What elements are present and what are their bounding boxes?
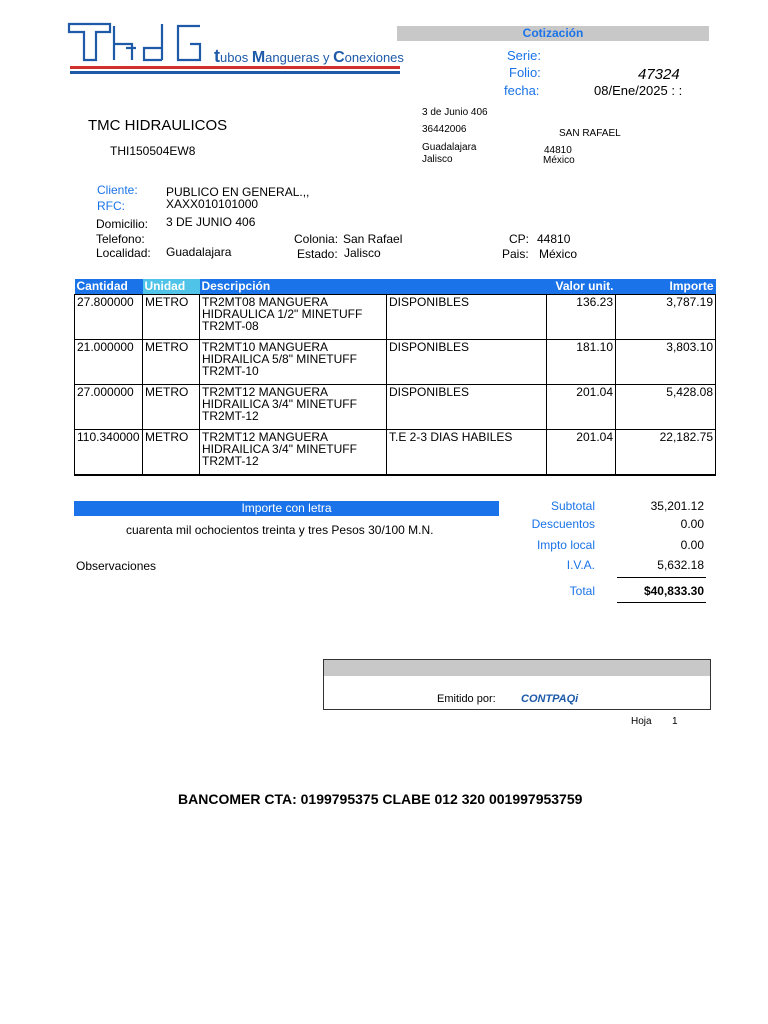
tagline-part-1: ubos xyxy=(220,50,252,65)
localidad-label: Localidad: xyxy=(96,246,151,260)
tagline-c: C xyxy=(333,49,345,66)
col-header-blank xyxy=(387,279,547,295)
table-header-row xyxy=(75,279,716,295)
col-header-descripcion: Descripción xyxy=(200,279,387,295)
serie-label: Serie: xyxy=(507,48,541,63)
hoja-value: 1 xyxy=(672,716,678,727)
folio-value: 47324 xyxy=(638,66,680,83)
estado-value: Jalisco xyxy=(344,246,381,260)
col-header-valor: Valor unit. xyxy=(547,279,616,295)
cell-nota: DISPONIBLES xyxy=(387,385,547,430)
emitido-box-bar xyxy=(324,660,710,676)
cell-valor: 136.23 xyxy=(547,295,616,340)
cell-importe: 5,428.08 xyxy=(616,385,716,430)
cell-nota: DISPONIBLES xyxy=(387,340,547,385)
tagline-part-2: angueras y xyxy=(265,50,334,65)
cell-cantidad: 21.000000 xyxy=(75,340,143,385)
descuentos-label: Descuentos xyxy=(531,517,595,531)
cp-label: CP: xyxy=(509,232,530,246)
tagline-part-3: onexiones xyxy=(344,50,404,65)
logo-tagline xyxy=(214,46,404,67)
total-label: Total xyxy=(569,584,595,598)
cell-unidad: METRO xyxy=(143,340,200,385)
issuer-name: TMC HIDRAULICOS xyxy=(88,117,228,134)
issuer-city: Guadalajara xyxy=(422,142,477,153)
table-row xyxy=(75,430,716,476)
descuentos-value: 0.00 xyxy=(680,517,704,531)
iva-label: I.V.A. xyxy=(566,558,595,572)
col-header-cantidad: Cantidad xyxy=(75,279,143,295)
importe-letra-header: Importe con letra xyxy=(74,501,499,516)
tagline-t: t xyxy=(214,46,220,66)
domicilio-label: Domicilio: xyxy=(96,217,149,231)
table-row xyxy=(75,295,716,340)
impto-value: 0.00 xyxy=(680,538,704,552)
cell-importe: 22,182.75 xyxy=(616,430,716,476)
logo-stripe-blue xyxy=(70,71,400,74)
fecha-value: 08/Ene/2025 : : xyxy=(594,83,683,98)
cell-valor: 201.04 xyxy=(547,385,616,430)
cell-descripcion: TR2MT12 MANGUERA HIDRAILICA 3/4" MINETUFF TR2MT-12 xyxy=(200,430,387,476)
cell-descripcion: TR2MT08 MANGUERA HIDRAULICA 1/2" MINETUFF TR2MT-08 xyxy=(200,295,387,340)
total-underline xyxy=(617,602,706,603)
cell-importe: 3,787.19 xyxy=(616,295,716,340)
pais-value: México xyxy=(539,247,578,261)
cell-unidad: METRO xyxy=(143,295,200,340)
issuer-state: Jalisco xyxy=(422,154,453,165)
issuer-street: 3 de Junio 406 xyxy=(422,107,488,118)
impto-label: Impto local xyxy=(536,538,595,552)
table-row xyxy=(75,385,716,430)
logo-stripe-red xyxy=(70,66,400,69)
domicilio-value: 3 DE JUNIO 406 xyxy=(166,215,256,229)
items-table xyxy=(74,279,716,476)
cell-cantidad: 27.800000 xyxy=(75,295,143,340)
subtotal-label: Subtotal xyxy=(550,499,595,513)
logo-mark xyxy=(66,18,206,64)
rfc-label: RFC: xyxy=(97,199,125,213)
pais-label: Pais: xyxy=(502,247,529,261)
cell-descripcion: TR2MT10 MANGUERA HIDRAILICA 5/8" MINETUFF TR2MT-10 xyxy=(200,340,387,385)
bank-account-line: BANCOMER CTA: 0199795375 CLABE 012 320 001997953759 xyxy=(178,791,583,807)
cliente-value: PUBLICO EN GENERAL.,, xyxy=(166,185,310,199)
localidad-value: Guadalajara xyxy=(166,245,232,259)
estado-label: Estado: xyxy=(297,247,338,261)
cell-unidad: METRO xyxy=(143,385,200,430)
cliente-label: Cliente: xyxy=(97,183,138,197)
cell-importe: 3,803.10 xyxy=(616,340,716,385)
colonia-label: Colonia: xyxy=(294,232,339,246)
iva-value: 5,632.18 xyxy=(657,558,704,572)
issuer-cp: 44810 xyxy=(544,145,572,156)
contpaqi-logo: CONTPAQi xyxy=(521,693,579,705)
issuer-colony: SAN RAFAEL xyxy=(559,128,621,139)
cell-descripcion: TR2MT12 MANGUERA HIDRAILICA 3/4" MINETUFF TR2MT-12 xyxy=(200,385,387,430)
total-rule xyxy=(617,577,706,578)
emitido-box xyxy=(323,659,711,710)
tagline-m: M xyxy=(251,49,266,66)
doc-type-bar: Cotización xyxy=(397,26,709,41)
folio-label: Folio: xyxy=(509,65,541,80)
company-logo xyxy=(66,18,402,78)
observaciones-label: Observaciones xyxy=(76,559,157,573)
table-row xyxy=(75,340,716,385)
cell-nota: T.E 2-3 DIAS HABILES xyxy=(387,430,547,476)
subtotal-value: 35,201.12 xyxy=(650,499,704,513)
hoja-label: Hoja xyxy=(631,716,652,727)
importe-letra-value: cuarenta mil ochocientos treinta y tres Pesos 30/100 M.N. xyxy=(126,523,434,537)
issuer-rfc: THI150504EW8 xyxy=(110,144,196,158)
cell-nota: DISPONIBLES xyxy=(387,295,547,340)
issuer-country: México xyxy=(543,155,575,166)
col-header-importe: Importe xyxy=(616,279,716,295)
rfc-value: XAXX010101000 xyxy=(166,197,259,211)
cp-value: 44810 xyxy=(537,232,571,246)
cell-cantidad: 27.000000 xyxy=(75,385,143,430)
cell-cantidad: 110.340000 xyxy=(75,430,143,476)
cell-valor: 181.10 xyxy=(547,340,616,385)
telefono-label: Telefono: xyxy=(96,232,145,246)
colonia-value: San Rafael xyxy=(343,232,403,246)
total-value: $40,833.30 xyxy=(643,584,704,598)
cell-valor: 201.04 xyxy=(547,430,616,476)
cell-unidad: METRO xyxy=(143,430,200,476)
emitido-label: Emitido por: xyxy=(437,693,496,705)
fecha-label: fecha: xyxy=(504,83,540,98)
issuer-phone: 36442006 xyxy=(422,124,467,135)
col-header-unidad: Unidad xyxy=(143,279,200,295)
